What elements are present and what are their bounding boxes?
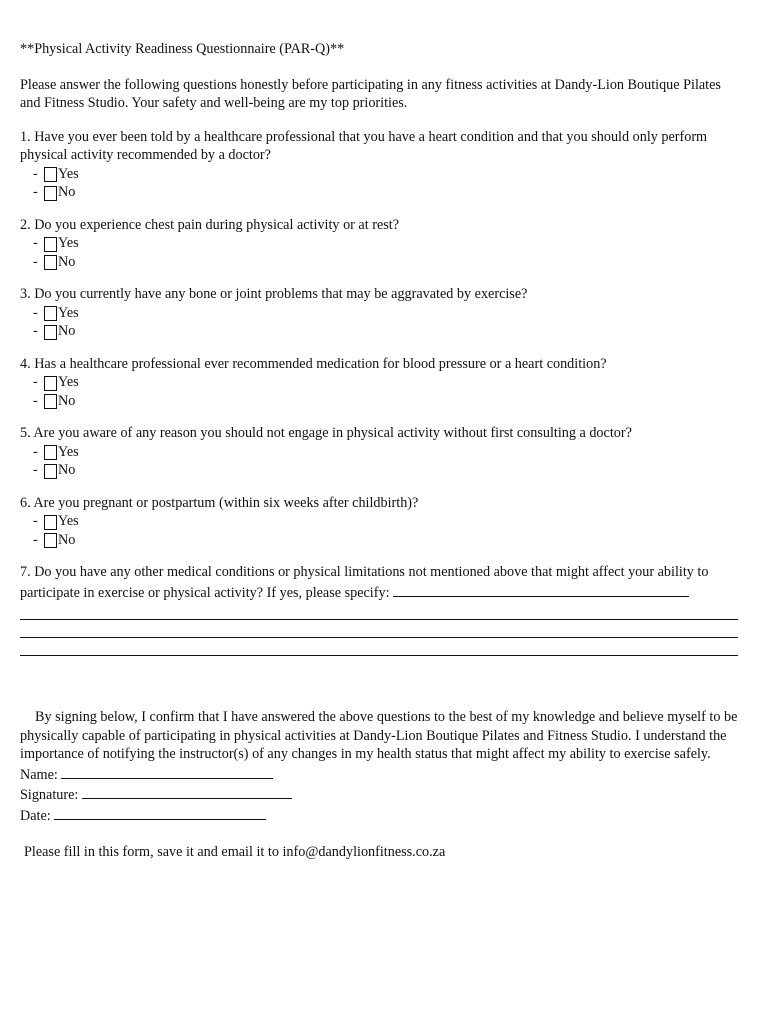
specify-input-line[interactable] — [393, 582, 689, 597]
date-row — [20, 805, 740, 826]
questionnaire-page — [20, 40, 740, 876]
yes-checkbox[interactable] — [44, 376, 57, 391]
question-7 — [20, 563, 740, 656]
option-no: - No — [33, 392, 76, 409]
no-label: No — [58, 184, 76, 200]
no-label: No — [58, 392, 76, 409]
no-checkbox[interactable] — [44, 255, 57, 270]
date-label: Date: — [20, 807, 51, 824]
question-1 — [20, 128, 740, 202]
question-5 — [20, 424, 740, 480]
question-4 — [20, 355, 740, 411]
option-yes: - Yes — [33, 165, 79, 182]
name-row — [20, 764, 740, 785]
option-no: - No — [33, 184, 76, 200]
no-checkbox[interactable] — [44, 533, 57, 548]
yes-label: Yes — [58, 443, 79, 460]
question-text: 7. Do you have any other medical conditions or physical limitations not mentioned above that might affect your ability to participate in exercise or physical activity? If yes, please specify: — [20, 564, 709, 601]
yes-checkbox[interactable] — [44, 167, 57, 182]
no-label: No — [58, 462, 76, 478]
option-yes: - Yes — [33, 513, 79, 529]
no-label: No — [58, 531, 76, 548]
question-text: 5. Are you aware of any reason you should not engage in physical activity without first consulting a doctor? — [20, 425, 632, 441]
option-no: - No — [33, 531, 76, 548]
option-yes: - Yes — [33, 443, 79, 460]
option-no: - No — [33, 253, 76, 270]
yes-label: Yes — [58, 165, 79, 182]
option-yes: - Yes — [33, 374, 79, 390]
yes-label: Yes — [58, 374, 79, 390]
option-yes: - Yes — [33, 304, 79, 321]
no-label: No — [58, 253, 76, 270]
no-checkbox[interactable] — [44, 186, 57, 201]
question-text: 1. Have you ever been told by a healthcare professional that you have a heart condition and that you should only perform physical activity recommended by a doctor? — [20, 128, 708, 163]
yes-label: Yes — [58, 513, 79, 529]
yes-label: Yes — [58, 304, 79, 321]
option-yes: - Yes — [33, 235, 79, 251]
yes-label: Yes — [58, 235, 79, 251]
yes-checkbox[interactable] — [44, 515, 57, 530]
name-label: Name: — [20, 766, 58, 783]
question-2 — [20, 216, 740, 272]
no-checkbox[interactable] — [44, 325, 57, 340]
no-label: No — [58, 323, 76, 339]
yes-checkbox[interactable] — [44, 237, 57, 252]
consent-paragraph: By signing below, I confirm that I have answered the above questions to the best of my knowledge and believe myself to be physically capable of participating in physical activities at Dandy-Lion Boutique Pilates and Fitness Studio. I understand the importance of notifying the instructor(s) of any changes in my health status that might affect my ability to exercise safely. — [20, 709, 738, 762]
question-3 — [20, 285, 740, 341]
option-no: - No — [33, 462, 76, 478]
footer-note: Please fill in this form, save it and email it to info@dandylionfitness.co.za — [24, 844, 446, 860]
signature-row — [20, 784, 740, 805]
option-no: - No — [33, 323, 76, 339]
specify-input-line[interactable] — [20, 602, 738, 620]
signature-label: Signature: — [20, 787, 79, 803]
question-text: 4. Has a healthcare professional ever recommended medication for blood pressure or a heart condition? — [20, 355, 607, 372]
signature-field[interactable] — [82, 784, 292, 799]
form-title: **Physical Activity Readiness Questionnaire (PAR-Q)** — [20, 41, 345, 57]
specify-input-line[interactable] — [20, 620, 738, 638]
question-text: 6. Are you pregnant or postpartum (within six weeks after childbirth)? — [20, 494, 419, 511]
specify-input-line[interactable] — [20, 638, 738, 656]
no-checkbox[interactable] — [44, 394, 57, 409]
name-field[interactable] — [61, 764, 273, 779]
date-field[interactable] — [54, 805, 266, 820]
question-text: 3. Do you currently have any bone or joint problems that may be aggravated by exercise? — [20, 286, 528, 302]
no-checkbox[interactable] — [44, 464, 57, 479]
intro-paragraph: Please answer the following questions honestly before participating in any fitness activities at Dandy-Lion Boutique Pilates and Fitness Studio. Your safety and well-being are my top priorities. — [20, 76, 721, 111]
question-6 — [20, 494, 740, 550]
yes-checkbox[interactable] — [44, 445, 57, 460]
yes-checkbox[interactable] — [44, 306, 57, 321]
question-text: 2. Do you experience chest pain during physical activity or at rest? — [20, 216, 399, 233]
